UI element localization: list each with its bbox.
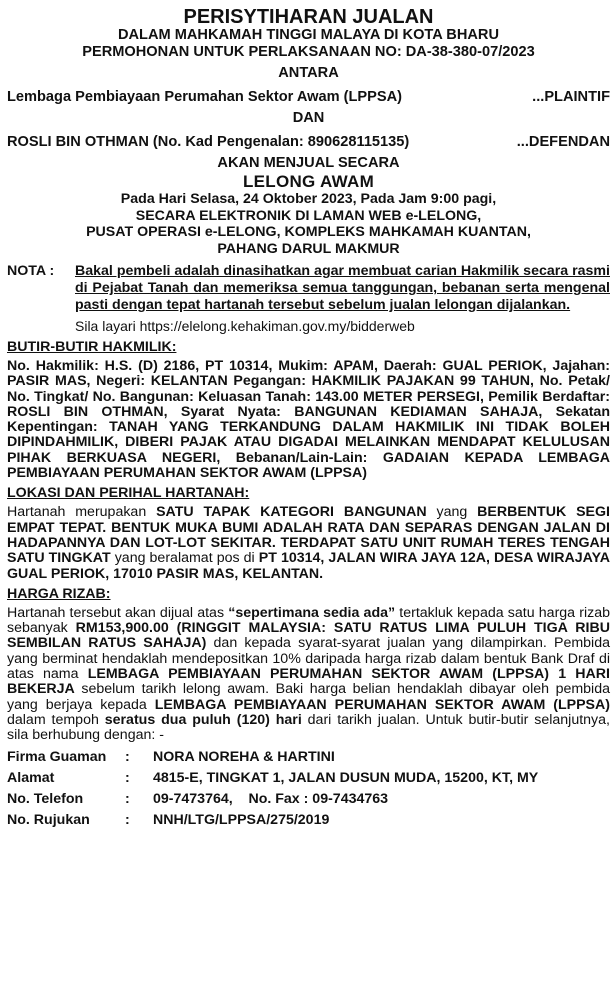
separator: : xyxy=(125,790,130,807)
title-details-heading: BUTIR-BUTIR HAKMILIK: xyxy=(7,339,177,355)
reserve-price-text-part: Hartanah tersebut akan dijual atas xyxy=(7,604,229,621)
public-auction-heading: LELONG AWAM xyxy=(242,172,375,191)
reserve-price-amount: RM153,900.00 (RINGGIT MALAYSIA: SATU RATUS LIMA PULUH TIGA RIBU SEMBILAN RATUS SAHAJA) xyxy=(7,620,610,652)
location-heading: LOKASI DAN PERIHAL HARTANAH: xyxy=(7,485,250,502)
defendant-role: ...DEFENDAN xyxy=(516,134,610,150)
contact-details xyxy=(7,747,610,831)
auction-venue-line-2: PUSAT OPERASI e-LELONG, KOMPLEKS MAHKAMAH KUANTAN, xyxy=(86,224,531,240)
defendant-row xyxy=(7,133,610,151)
separator: : xyxy=(125,748,130,765)
between-label: ANTARA xyxy=(278,65,339,81)
nota-label: NOTA : xyxy=(7,263,55,279)
auction-venue-line-3: PAHANG DARUL MAKMUR xyxy=(217,240,400,257)
plaintiff-name: Lembaga Pembiayaan Perumahan Sektor Awam (LPPSA) xyxy=(7,89,402,105)
reserve-price-text-part: tertakluk kepada satu harga rizab sebanyak xyxy=(7,604,610,637)
location-text-part: yang xyxy=(426,504,478,521)
location-text xyxy=(7,505,610,581)
application-number: PERMOHONAN UNTUK PERLAKSANAAN NO: DA-38-380-07/2023 xyxy=(82,44,535,60)
contact-row-reference xyxy=(7,810,610,831)
reserve-price-text-part: sebelum tarikh lelong awam. Baki harga belian hendaklah dibayar oleh pembida yang berjaya kepada xyxy=(7,681,610,713)
reserve-price-text-part: “sepertimana sedia ada” xyxy=(228,604,396,621)
defendant-name: ROSLI BIN OTHMAN (No. Kad Pengenalan: 890628115135) xyxy=(7,134,410,150)
reserve-price-text-part: dari tarikh jualan. Untuk butir-butir selanjutnya, sila berhubung dengan: - xyxy=(7,711,610,744)
auction-date: Pada Hari Selasa, 24 Oktober 2023, Pada Jam 9:00 pagi, xyxy=(120,191,497,207)
nota-text: Bakal pembeli adalah dinasihatkan agar membuat carian Hakmilik secara rasmi di Pejabat Tanah dan memeriksa semua tanggungan, bebanan serta mengenal pasti dengan tepat hartanah tersebut sebelum jualan lelongan dijalankan. xyxy=(75,263,610,313)
will-sell-label: AKAN MENJUAL SECARA xyxy=(217,155,400,171)
bidder-website: Sila layari https://elelong.kehakiman.gov.my/bidderweb xyxy=(75,318,415,334)
nota-section xyxy=(7,263,610,314)
court-name: DALAM MAHKAMAH TINGGI MALAYA DI KOTA BHARU xyxy=(117,27,500,43)
reserve-price-text-part: dan kepada syarat-syarat jualan yang dilampirkan. Pembida yang berminat hendaklah mendepositkan 10% daripada harga rizab dalam bentuk Bank Draf di atas nama xyxy=(7,635,610,683)
reserve-price-text-part: LEMBAGA PEMBIAYAAN PERUMAHAN SEKTOR AWAM (LPPSA) 1 HARI BEKERJA xyxy=(7,666,610,698)
address-label: Alamat xyxy=(7,769,55,786)
location-text-part: BERBENTUK SEGI EMPAT TEPAT. BENTUK MUKA BUMI ADALAH RATA DAN SEPARAS DENGAN JALAN DI HADAPANNYA DAN LOT-LOT SEKITAR. TERDAPAT SATU UNIT RUMAH TERES TENGAH SATU TINGKAT xyxy=(7,504,610,567)
reference-value: NNH/LTG/LPPSA/275/2019 xyxy=(153,811,330,828)
location-text-part: yang beralamat pos di xyxy=(110,550,259,567)
contact-row-address xyxy=(7,768,610,789)
contact-row-phone xyxy=(7,789,610,810)
reserve-price-text-part: LEMBAGA PEMBIAYAAN PERUMAHAN SEKTOR AWAM (LPPSA) xyxy=(154,696,610,713)
reserve-price-text-part: seratus dua puluh (120) hari xyxy=(104,711,302,728)
plaintiff-row xyxy=(7,88,610,106)
contact-row-firm xyxy=(7,747,610,768)
separator: : xyxy=(125,811,130,828)
reserve-price-text xyxy=(7,606,610,744)
phone-fax-value: 09-7473764, No. Fax : 09-7434763 xyxy=(153,790,389,807)
title-details-text: No. Hakmilik: H.S. (D) 2186, PT 10314, Mukim: APAM, Daerah: GUAL PERIOK, Jajahan: PASIR MAS, Negeri: KELANTAN Pegangan: HAKMILIK PAJAKAN 99 TAHUN, No. Petak/ No. Tingkat/ No. Bangunan: Keluasan Tanah: 143.00 METER PERSEGI, Pemilik Berdaftar: ROSLI BIN OTHMAN, Syarat Nyata: BANGUNAN KEDIAMAN SAHAJA, Sekatan Kepentingan: TANAH YANG TERKANDUNG DALAM HAKMILIK INI TIDAK BOLEH DIPINDAHMILIK, DIBERI PAJAK ATAU DIGADAI MELAINKAN MENDAPAT KELULUSAN PIHAK BERKUASA NEGERI, Bebanan/Lain-Lain: GADAIAN KEPADA LEMBAGA PEMBIAYAAN PERUMAHAN SEKTOR AWAM (LPPSA) xyxy=(7,358,610,482)
address-value: 4815-E, TINGKAT 1, JALAN DUSUN MUDA, 15200, KT, MY xyxy=(153,769,539,786)
reserve-price-text-part: dalam tempoh xyxy=(7,711,105,728)
reference-label: No. Rujukan xyxy=(7,811,90,828)
notice-title: PERISYTIHARAN JUALAN xyxy=(183,6,434,28)
and-label: DAN xyxy=(292,110,325,126)
location-text-part: PT 10314, JALAN WIRA JAYA 12A, DESA WIRAJAYA GUAL PERIOK, 17010 PASIR MAS, KELANTAN. xyxy=(7,550,610,582)
firm-value: NORA NOREHA & HARTINI xyxy=(153,748,335,765)
plaintiff-role: ...PLAINTIF xyxy=(532,89,610,105)
auction-venue-line-1: SECARA ELEKTRONIK DI LAMAN WEB e-LELONG, xyxy=(135,207,482,224)
separator: : xyxy=(125,769,130,786)
phone-label: No. Telefon xyxy=(7,790,84,807)
firm-label: Firma Guaman xyxy=(7,748,107,765)
location-text-part: Hartanah merupakan xyxy=(7,504,157,521)
location-text-part: SATU TAPAK KATEGORI BANGUNAN xyxy=(156,504,427,521)
reserve-price-heading: HARGA RIZAB: xyxy=(7,585,111,602)
